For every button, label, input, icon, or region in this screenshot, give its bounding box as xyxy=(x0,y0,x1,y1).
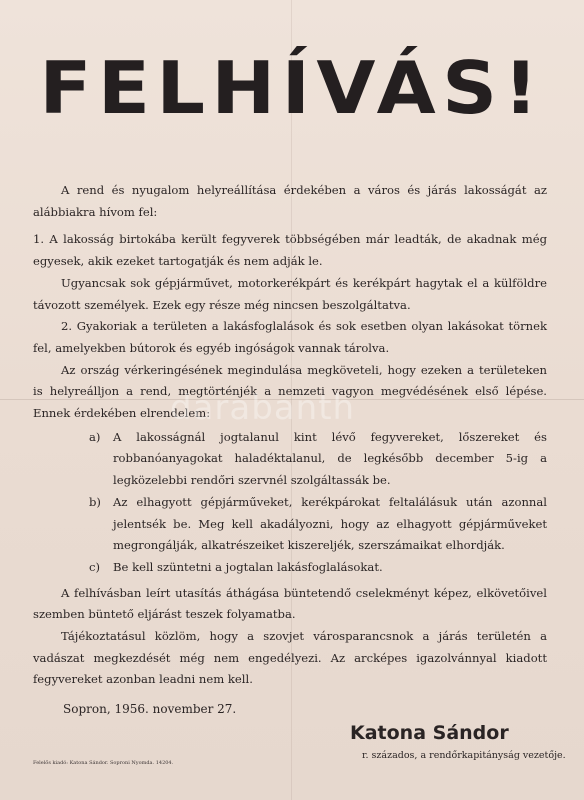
list-item xyxy=(89,557,547,579)
item-1-paragraph: 1. A lakosság birtokába került fegyverek többségében már leadták, de akadnak még egyesek, akik ezeket tartogatják és nem adják le. xyxy=(33,232,547,269)
watermark: darabanth xyxy=(170,388,356,428)
list-item xyxy=(89,427,547,492)
intro-paragraph: A rend és nyugalom helyreállítása érdekében a város és járás lakosságát az alábbiakra hívom fel: xyxy=(33,183,547,219)
order-list xyxy=(33,427,547,579)
order-paragraph: Az ország vérkeringésének megindulása megköveteli, hogy ezeken a területeken is helyreálljon a rend, megtörténjék a nemzeti vagyon megvédésének első lépése. Ennek érdekében elrendelem: xyxy=(33,362,547,421)
item-2-paragraph: 2. Gyakoriak a területen a lakásfoglalások és sok esetben olyan lakásokat törnek fel, amelyekben bútorok és egyéb ingóságok vannak tárolva. xyxy=(33,319,547,355)
poster-body xyxy=(33,180,547,691)
list-item-letter: b) xyxy=(89,494,101,509)
item-1b-paragraph: Ugyancsak sok gépjárművet, motorkerékpárt és kerékpárt hagytak el a külföldre távozott személyek. Ezek egy része még nincsen beszolgáltatva. xyxy=(33,275,547,312)
info-paragraph: Tájékoztatásul közlöm, hogy a szovjet városparancsnok a járás területén a vadászat megkezdését még nem engedélyezi. Az arcképes igazolvánnyal kiadott fegyvereket azonban leadni nem kell. xyxy=(33,629,547,687)
penalty-paragraph: A felhívásban leírt utasítás áthágása büntetendő cselekményt képez, elkövetőivel szemben büntető eljárást teszek folyamatba. xyxy=(33,585,547,622)
list-item-text: Az elhagyott gépjárműveket, kerékpárokat feltalálásuk után azonnal jelentsék be. Meg kell akadályozni, hogy az elhagyott gépjárműveket megrongálják, alkatrészeiket kiszereljék, szerszámaikat elhordják. xyxy=(113,494,547,553)
list-item-letter: c) xyxy=(89,559,101,574)
list-item-text: A lakosságnál jogtalanul kint lévő fegyvereket, lőszereket és robbanóanyagokat haladéktalanul, de legkésőbb december 5-ig a legközelebbi rendőri szervnél szolgáltassák be. xyxy=(113,429,547,488)
list-item-text: Be kell szüntetni a jogtalan lakásfoglalásokat. xyxy=(113,559,383,574)
signature-title: r. százados, a rendőrkapitányság vezetője. xyxy=(362,750,566,761)
poster-title: FELHÍVÁS! xyxy=(39,46,545,130)
list-item-letter: a) xyxy=(89,429,101,444)
date-line: Sopron, 1956. november 27. xyxy=(63,702,237,716)
imprint-line: Felelős kiadó: Katona Sándor. Soproni Nyomda. 14204. xyxy=(33,760,174,766)
signature-name: Katona Sándor xyxy=(350,722,509,744)
list-item xyxy=(89,492,547,557)
